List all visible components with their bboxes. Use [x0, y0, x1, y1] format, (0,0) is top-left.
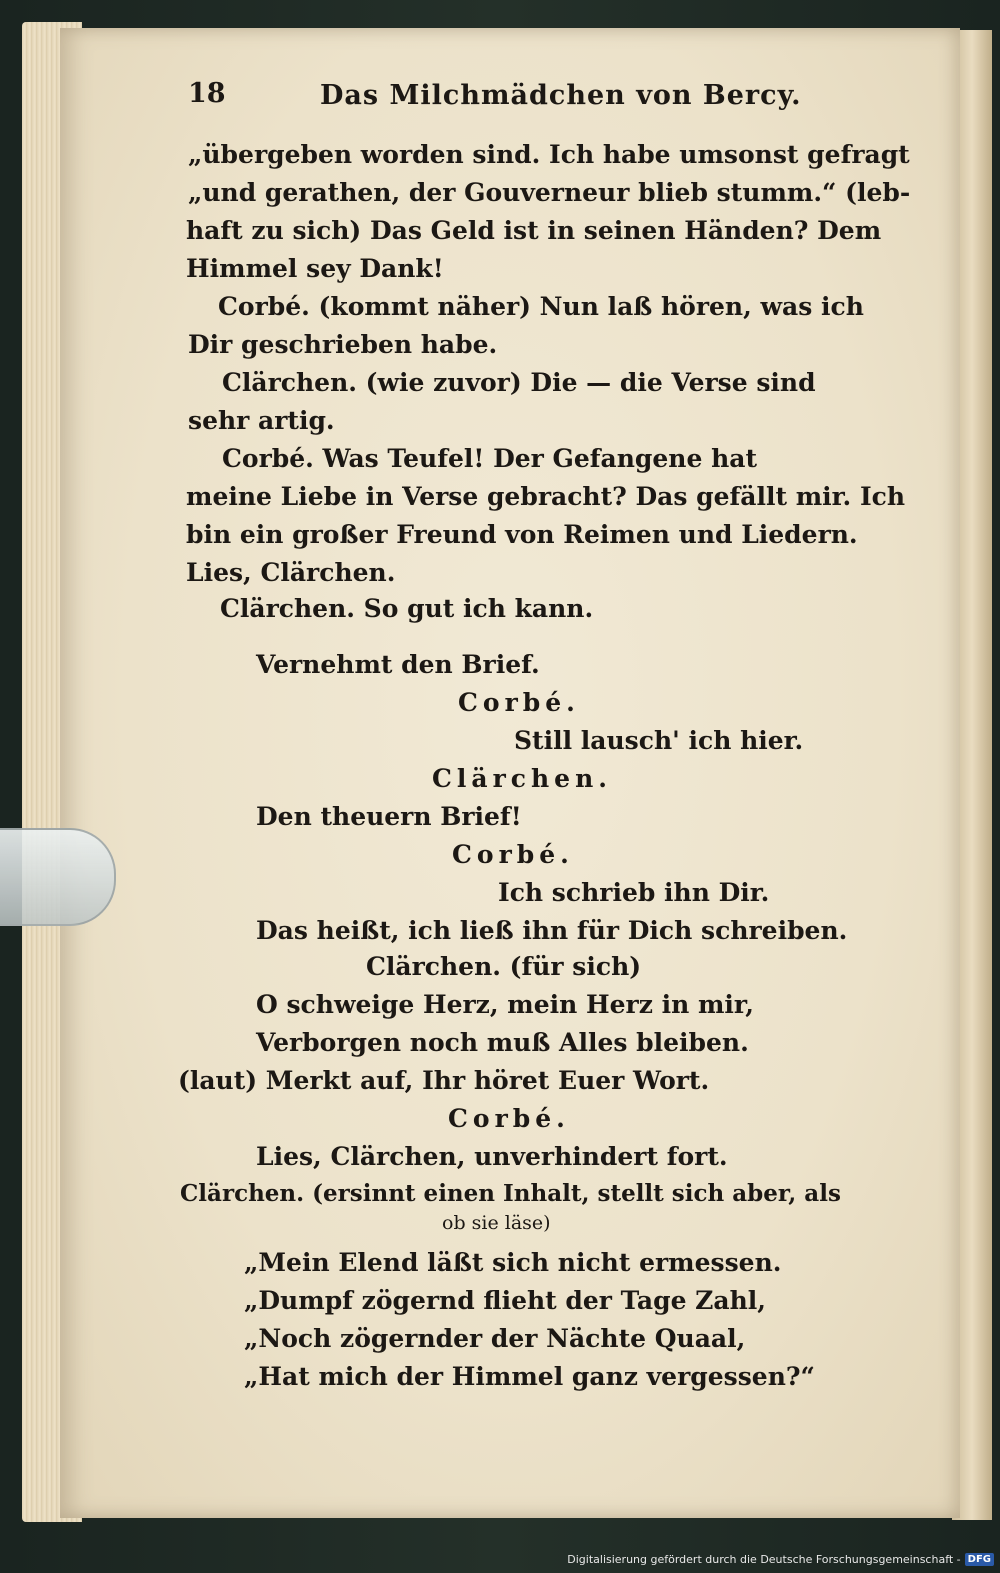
text-line: Lies, Clärchen, unverhindert fort. [256, 1142, 728, 1171]
text-line: Das heißt, ich ließ ihn für Dich schreiben. [256, 916, 848, 945]
page-clip [0, 828, 116, 926]
page-number: 18 [188, 78, 226, 109]
dfg-logo: DFG [965, 1553, 994, 1566]
text-line: „Hat mich der Himmel ganz vergessen?“ [244, 1362, 815, 1391]
text-line: Corbé. (kommt näher) Nun laß hören, was ich [218, 292, 864, 321]
text-line: Corbé. Was Teufel! Der Gefangene hat [222, 444, 758, 473]
text-line: Vernehmt den Brief. [256, 650, 540, 679]
text-line: „und gerathen, der Gouverneur blieb stumm.“ (leb- [188, 178, 911, 207]
text-line: „übergeben worden sind. Ich habe umsonst gefragt [188, 140, 910, 169]
text-line: O schweige Herz, mein Herz in mir, [256, 990, 754, 1019]
speaker-name: Corbé. [448, 1104, 570, 1133]
text-line: „Dumpf zögernd flieht der Tage Zahl, [244, 1286, 767, 1315]
text-line: sehr artig. [188, 406, 335, 435]
text-line: „Mein Elend läßt sich nicht ermessen. [244, 1248, 782, 1277]
text-line: haft zu sich) Das Geld ist in seinen Händen? Dem [186, 216, 882, 245]
speaker-name: Clärchen. (für sich) [366, 952, 642, 981]
speaker-name: Corbé. [458, 688, 580, 717]
text-line: Himmel sey Dank! [186, 254, 444, 283]
text-line: Clärchen. (ersinnt einen Inhalt, stellt sich aber, als [180, 1180, 841, 1207]
text-line: „Noch zögernder der Nächte Quaal, [244, 1324, 746, 1353]
book-page [60, 28, 960, 1518]
text-line: Den theuern Brief! [256, 802, 522, 831]
speaker-name: Corbé. [452, 840, 574, 869]
text-line: Ich schrieb ihn Dir. [498, 878, 770, 907]
text-line: Still lausch' ich hier. [514, 726, 804, 755]
stage-direction: ob sie läse) [442, 1212, 551, 1234]
text-line: Lies, Clärchen. [186, 558, 396, 587]
text-line: (laut) Merkt auf, Ihr höret Euer Wort. [178, 1066, 710, 1095]
text-line: Dir geschrieben habe. [188, 330, 498, 359]
footer-credit-text: Digitalisierung gefördert durch die Deutsche Forschungsgemeinschaft - [567, 1552, 961, 1566]
text-line: Clärchen. So gut ich kann. [220, 594, 594, 623]
running-title: Das Milchmädchen von Bercy. [320, 80, 802, 111]
text-line: meine Liebe in Verse gebracht? Das gefällt mir. Ich [186, 482, 906, 511]
text-line: Verborgen noch muß Alles bleiben. [256, 1028, 749, 1057]
text-line: Clärchen. (wie zuvor) Die — die Verse sind [222, 368, 816, 397]
footer-credit [567, 1549, 994, 1569]
speaker-name: Clärchen. [432, 764, 612, 793]
text-line: bin ein großer Freund von Reimen und Liedern. [186, 520, 858, 549]
